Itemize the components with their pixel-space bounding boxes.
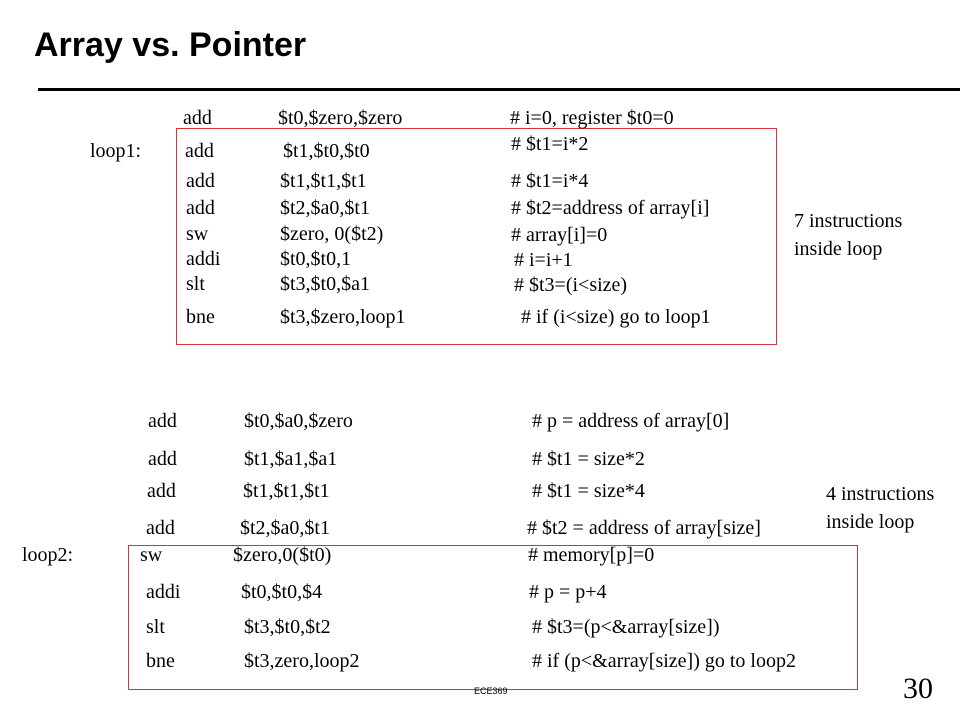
loop2-label: loop2: [22,544,74,566]
instr-op: add [185,140,214,162]
instr-op: add [148,448,177,470]
instr-op: slt [146,616,165,638]
instr-args: $t2,$a0,$t1 [280,197,370,219]
instr-op: sw [140,544,163,566]
instr-comment: # memory[p]=0 [528,544,655,566]
instr-op: add [148,410,177,432]
slide-title: Array vs. Pointer [34,26,307,64]
instr-comment: # if (i<size) go to loop1 [521,306,711,328]
instr-op: addi [186,248,221,270]
instr-op: add [186,197,215,219]
instr-op: slt [186,273,205,295]
instr-comment: # $t1 = size*2 [532,448,645,470]
instr-op: bne [186,306,215,328]
note-line: inside loop [794,238,883,260]
instr-comment: # $t1=i*2 [511,133,589,155]
slide-number: 30 [903,672,933,705]
instr-comment: # if (p<&array[size]) go to loop2 [532,650,796,672]
note-line: inside loop [826,511,915,533]
loop1-instruction-count-note [794,207,902,263]
instr-comment: # $t3=(p<&array[size]) [532,616,720,638]
note-line: 7 instructions [794,210,903,232]
instr-comment: # $t2 = address of array[size] [527,517,761,539]
instr-op: add [146,517,175,539]
instr-args: $zero, 0($t2) [280,223,384,245]
instr-comment: # $t1 = size*4 [532,480,645,502]
instr-args: $zero,0($t0) [233,544,332,566]
instr-args: $t3,$t0,$a1 [280,273,370,295]
instr-op: addi [146,581,181,603]
instr-args: $t1,$t1,$t1 [280,170,367,192]
instr-comment: # $t2=address of array[i] [511,197,710,219]
instr-op: add [183,107,212,129]
instr-args: $t3,zero,loop2 [244,650,360,672]
instr-args: $t3,$zero,loop1 [280,306,406,328]
instr-comment: # $t3=(i<size) [514,274,628,296]
loop2-instruction-count-note [826,480,934,536]
instr-op: sw [186,223,209,245]
instr-op: add [147,480,176,502]
instr-comment: # i=i+1 [514,249,573,271]
instr-comment: # p = p+4 [529,581,607,603]
instr-args: $t3,$t0,$t2 [244,616,331,638]
instr-comment: # $t1=i*4 [511,170,589,192]
title-underline [38,88,960,91]
loop1-label: loop1: [90,140,142,162]
instr-args: $t1,$t0,$t0 [283,140,370,162]
instr-comment: # array[i]=0 [511,224,608,246]
instr-comment: # p = address of array[0] [532,410,730,432]
instr-args: $t0,$a0,$zero [244,410,353,432]
instr-args: $t1,$a1,$a1 [244,448,338,470]
instr-op: bne [146,650,175,672]
instr-args: $t0,$t0,$4 [241,581,323,603]
instr-args: $t0,$zero,$zero [278,107,403,129]
instr-args: $t0,$t0,1 [280,248,352,270]
note-line: 4 instructions [826,483,935,505]
footer-course-label: ECE369 [474,686,508,696]
instr-comment: # i=0, register $t0=0 [510,107,674,129]
instr-args: $t2,$a0,$t1 [240,517,330,539]
instr-args: $t1,$t1,$t1 [243,480,330,502]
instr-op: add [186,170,215,192]
